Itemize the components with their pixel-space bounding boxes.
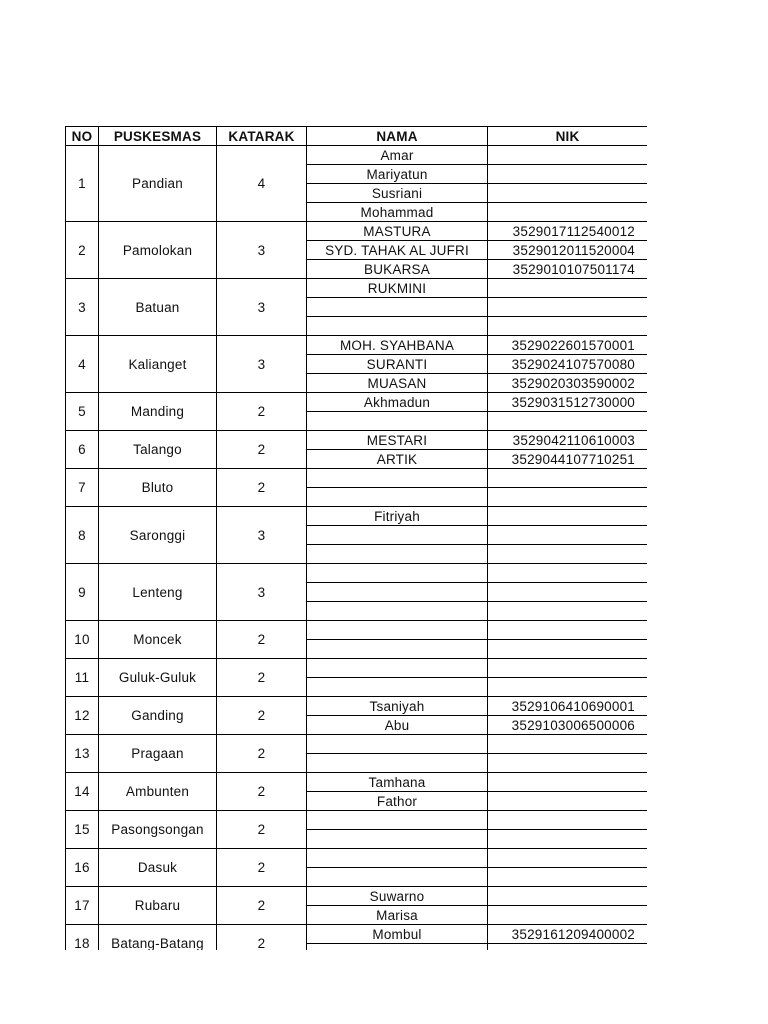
nik-cell: 3529106410690001 (488, 697, 648, 716)
table-row (66, 431, 648, 450)
no-cell: 5 (66, 393, 99, 431)
nama-cell: SYD. TAHAK AL JUFRI (307, 241, 488, 260)
table-row (66, 773, 648, 792)
puskesmas-cell: Pragaan (99, 735, 217, 773)
nama-cell: SURANTI (307, 355, 488, 374)
nama-cell: MOH. SYAHBANA (307, 336, 488, 355)
puskesmas-cell: Bluto (99, 469, 217, 507)
no-cell: 2 (66, 222, 99, 279)
puskesmas-cell: Kalianget (99, 336, 217, 393)
nik-cell: 3529024107570080 (488, 355, 648, 374)
katarak-cell: 2 (217, 887, 307, 925)
no-cell: 3 (66, 279, 99, 336)
no-cell: 11 (66, 659, 99, 697)
katarak-cell: 3 (217, 222, 307, 279)
nik-cell: 3529012011520004 (488, 241, 648, 260)
nik-cell: 3529042110610003 (488, 431, 648, 450)
nama-cell: RUKMINI (307, 279, 488, 298)
header-puskesmas: PUSKESMAS (99, 127, 217, 146)
nama-cell (307, 545, 488, 564)
nama-cell: Mohammad (307, 203, 488, 222)
nama-cell: Marisa (307, 906, 488, 925)
puskesmas-cell: Talango (99, 431, 217, 469)
puskesmas-cell: Batang-Batang (99, 925, 217, 951)
nik-cell (488, 754, 648, 773)
table-row (66, 393, 648, 412)
table-row (66, 811, 648, 830)
puskesmas-cell: Ambunten (99, 773, 217, 811)
header-row (66, 127, 648, 146)
katarak-cell: 2 (217, 621, 307, 659)
header-katarak: KATARAK (217, 127, 307, 146)
katarak-cell: 2 (217, 697, 307, 735)
nik-cell: 3529010107501174 (488, 260, 648, 279)
nik-cell (488, 412, 648, 431)
puskesmas-cell: Rubaru (99, 887, 217, 925)
nik-cell (488, 507, 648, 526)
nama-cell: Tamhana (307, 773, 488, 792)
table-row (66, 146, 648, 165)
nik-cell (488, 868, 648, 887)
no-cell: 14 (66, 773, 99, 811)
nik-cell (488, 678, 648, 697)
katarak-cell: 2 (217, 659, 307, 697)
nama-cell (307, 640, 488, 659)
puskesmas-cell: Dasuk (99, 849, 217, 887)
nik-cell (488, 545, 648, 564)
nik-cell (488, 184, 648, 203)
puskesmas-cell: Manding (99, 393, 217, 431)
nik-cell (488, 488, 648, 507)
katarak-cell: 2 (217, 393, 307, 431)
nama-cell (307, 412, 488, 431)
nama-cell (307, 868, 488, 887)
cataract-patient-table (65, 126, 647, 950)
nama-cell: ARTIK (307, 450, 488, 469)
no-cell: 17 (66, 887, 99, 925)
nama-cell (307, 944, 488, 951)
nama-cell: Mariyatun (307, 165, 488, 184)
nik-cell (488, 564, 648, 583)
nama-cell: MUASAN (307, 374, 488, 393)
nik-cell: 3529017112540012 (488, 222, 648, 241)
nama-cell (307, 735, 488, 754)
nik-cell: 3529161209400002 (488, 925, 648, 944)
nik-cell (488, 944, 648, 951)
nama-cell (307, 317, 488, 336)
puskesmas-cell: Moncek (99, 621, 217, 659)
puskesmas-cell: Pasongsongan (99, 811, 217, 849)
no-cell: 1 (66, 146, 99, 222)
no-cell: 10 (66, 621, 99, 659)
table-row (66, 697, 648, 716)
nama-cell (307, 830, 488, 849)
header-nik: NIK (488, 127, 648, 146)
nama-cell: Fitriyah (307, 507, 488, 526)
nik-cell: 3529103006500006 (488, 716, 648, 735)
no-cell: 9 (66, 564, 99, 621)
nama-cell (307, 564, 488, 583)
nik-cell (488, 583, 648, 602)
nik-cell (488, 811, 648, 830)
table-row (66, 849, 648, 868)
nik-cell (488, 602, 648, 621)
table-row (66, 887, 648, 906)
nik-cell (488, 526, 648, 545)
nama-cell: Akhmadun (307, 393, 488, 412)
nama-cell: Suwarno (307, 887, 488, 906)
nik-cell (488, 279, 648, 298)
puskesmas-cell: Guluk-Guluk (99, 659, 217, 697)
katarak-cell: 3 (217, 279, 307, 336)
puskesmas-cell: Ganding (99, 697, 217, 735)
table-row (66, 735, 648, 754)
nik-cell (488, 640, 648, 659)
puskesmas-cell: Pandian (99, 146, 217, 222)
nik-cell (488, 298, 648, 317)
nama-cell (307, 621, 488, 640)
header-nama: NAMA (307, 127, 488, 146)
no-cell: 12 (66, 697, 99, 735)
no-cell: 4 (66, 336, 99, 393)
nik-cell: 3529031512730000 (488, 393, 648, 412)
table-body (66, 146, 648, 951)
katarak-cell: 2 (217, 811, 307, 849)
puskesmas-cell: Pamolokan (99, 222, 217, 279)
table-row (66, 222, 648, 241)
no-cell: 6 (66, 431, 99, 469)
nama-cell: BUKARSA (307, 260, 488, 279)
spreadsheet-page (65, 126, 647, 950)
nama-cell (307, 602, 488, 621)
no-cell: 16 (66, 849, 99, 887)
nik-cell: 3529044107710251 (488, 450, 648, 469)
nik-cell (488, 146, 648, 165)
katarak-cell: 3 (217, 507, 307, 564)
nama-cell (307, 849, 488, 868)
nik-cell (488, 735, 648, 754)
table-row (66, 507, 648, 526)
nik-cell (488, 203, 648, 222)
puskesmas-cell: Batuan (99, 279, 217, 336)
nama-cell: Amar (307, 146, 488, 165)
nama-cell: Susriani (307, 184, 488, 203)
puskesmas-cell: Saronggi (99, 507, 217, 564)
nik-cell (488, 317, 648, 336)
nama-cell (307, 583, 488, 602)
katarak-cell: 2 (217, 925, 307, 951)
header-no: NO (66, 127, 99, 146)
nik-cell (488, 792, 648, 811)
table-row (66, 925, 648, 944)
nik-cell (488, 621, 648, 640)
nik-cell (488, 165, 648, 184)
nama-cell: MESTARI (307, 431, 488, 450)
nik-cell (488, 906, 648, 925)
katarak-cell: 2 (217, 431, 307, 469)
nama-cell (307, 754, 488, 773)
nama-cell (307, 811, 488, 830)
no-cell: 13 (66, 735, 99, 773)
katarak-cell: 2 (217, 849, 307, 887)
table-row (66, 564, 648, 583)
nama-cell: Mombul (307, 925, 488, 944)
nama-cell (307, 488, 488, 507)
nik-cell: 3529022601570001 (488, 336, 648, 355)
no-cell: 15 (66, 811, 99, 849)
nama-cell: MASTURA (307, 222, 488, 241)
table-row (66, 621, 648, 640)
katarak-cell: 3 (217, 564, 307, 621)
table-row (66, 279, 648, 298)
table-row (66, 469, 648, 488)
nama-cell: Fathor (307, 792, 488, 811)
no-cell: 18 (66, 925, 99, 951)
nama-cell (307, 678, 488, 697)
table-row (66, 659, 648, 678)
nik-cell (488, 773, 648, 792)
puskesmas-cell: Lenteng (99, 564, 217, 621)
katarak-cell: 2 (217, 773, 307, 811)
nama-cell: Tsaniyah (307, 697, 488, 716)
nik-cell (488, 469, 648, 488)
nama-cell (307, 298, 488, 317)
table-row (66, 336, 648, 355)
no-cell: 8 (66, 507, 99, 564)
katarak-cell: 3 (217, 336, 307, 393)
nik-cell (488, 849, 648, 868)
nama-cell (307, 526, 488, 545)
nik-cell (488, 659, 648, 678)
nik-cell: 3529020303590002 (488, 374, 648, 393)
nama-cell: Abu (307, 716, 488, 735)
katarak-cell: 2 (217, 735, 307, 773)
nama-cell (307, 659, 488, 678)
no-cell: 7 (66, 469, 99, 507)
nik-cell (488, 830, 648, 849)
nik-cell (488, 887, 648, 906)
katarak-cell: 4 (217, 146, 307, 222)
katarak-cell: 2 (217, 469, 307, 507)
nama-cell (307, 469, 488, 488)
